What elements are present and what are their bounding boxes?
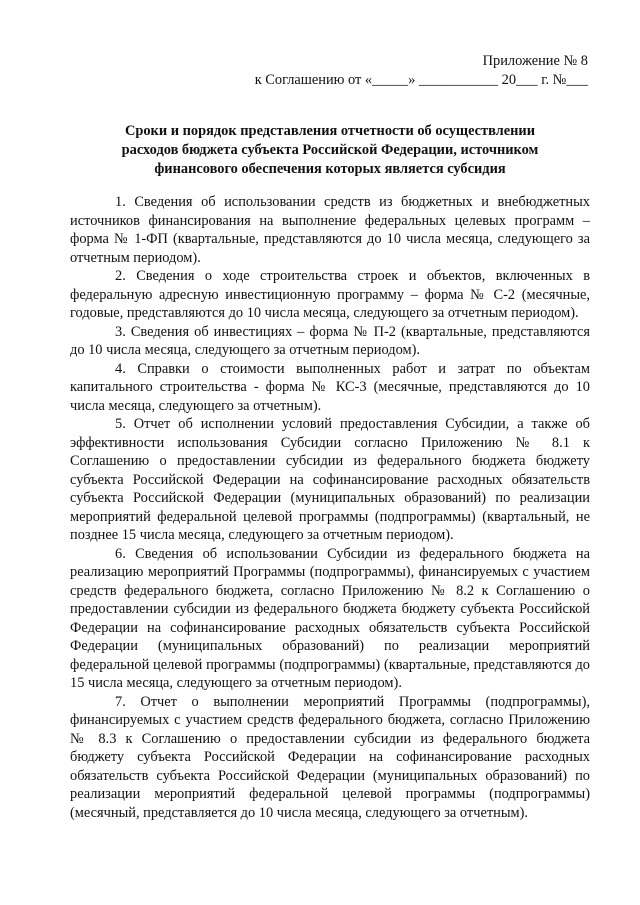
title-line-3: финансового обеспечения которых является субсидия <box>154 161 506 177</box>
agreement-reference: к Соглашению от «_____» ___________ 20___ г. №___ <box>254 72 588 88</box>
title-line-1: Сроки и порядок представления отчетности об осуществлении <box>124 123 536 139</box>
document-title <box>70 122 590 179</box>
title-line-2: расходов бюджета субъекта Российской Федерации, источником <box>121 142 539 158</box>
appendix-number: Приложение № 8 <box>482 53 588 69</box>
paragraph-4: 4. Справки о стоимости выполненных работ и затрат по объектам капитального строительства - форма № КС-3 (месячные, представляются до 10 числа месяца, следующего за отчетным). <box>70 360 590 414</box>
paragraph-5: 5. Отчет об исполнении условий предоставления Субсидии, а также об эффективности использования Субсидии согласно Приложению № 8.1 к Соглашению о предоставлении субсидии из федерального бюджета бюджету субъекта Российской Федерации на софинансирование расходных обязательств субъекта Российской Федерации (муниципальных образований) по реализации мероприятий федеральной целевой программы (подпрограммы) (квартальный, не позднее 15 числа месяца, следующего за отчетным периодом). <box>70 416 590 543</box>
paragraph-2: 2. Сведения о ходе строительства строек и объектов, включенных в федеральную адресную инвестиционную программу – форма № С-2 (месячные, годовые, представляются до 10 числа месяца, следующего за отчетным периодом). <box>70 268 590 321</box>
document-body <box>70 193 590 822</box>
paragraph-3: 3. Сведения об инвестициях – форма № П-2 (квартальные, представляются до 10 числа месяца, следующего за отчетным периодом). <box>70 323 590 358</box>
appendix-header <box>255 52 588 90</box>
paragraph-7: 7. Отчет о выполнении мероприятий Программы (подпрограммы), финансируемых с участием средств федерального бюджета, согласно Приложению № 8.3 к Соглашению о предоставлении субсидии из федерального бюджета бюджету субъекта Российской Федерации на софинансирование расходных обязательств субъекта Российской Федерации (муниципальных образований) по реализации мероприятий федеральной целевой программы (подпрограммы) (месячный, представляется до 10 числа месяца, следующего за отчетным). <box>70 693 590 821</box>
paragraph-6: 6. Сведения об использовании Субсидии из федерального бюджета на реализацию мероприятий Программы (подпрограммы), финансируемых с участием средств федерального бюджета, согласно Приложению № 8.2 к Соглашению о предоставлении субсидии из федерального бюджета бюджету субъекта Российской Федерации на софинансирование расходных обязательств субъекта Российской Федерации (муниципальных образований) по реализации мероприятий федеральной целевой программы (подпрограммы) (квартальные, представляются до 15 числа месяца, следующего за отчетным периодом). <box>70 545 590 691</box>
paragraph-1: 1. Сведения об использовании средств из бюджетных и внебюджетных источников финансирования на выполнение федеральных целевых программ – форма № 1-ФП (квартальные, представляются до 10 числа месяца, следующего за отчетным периодом). <box>70 194 590 266</box>
